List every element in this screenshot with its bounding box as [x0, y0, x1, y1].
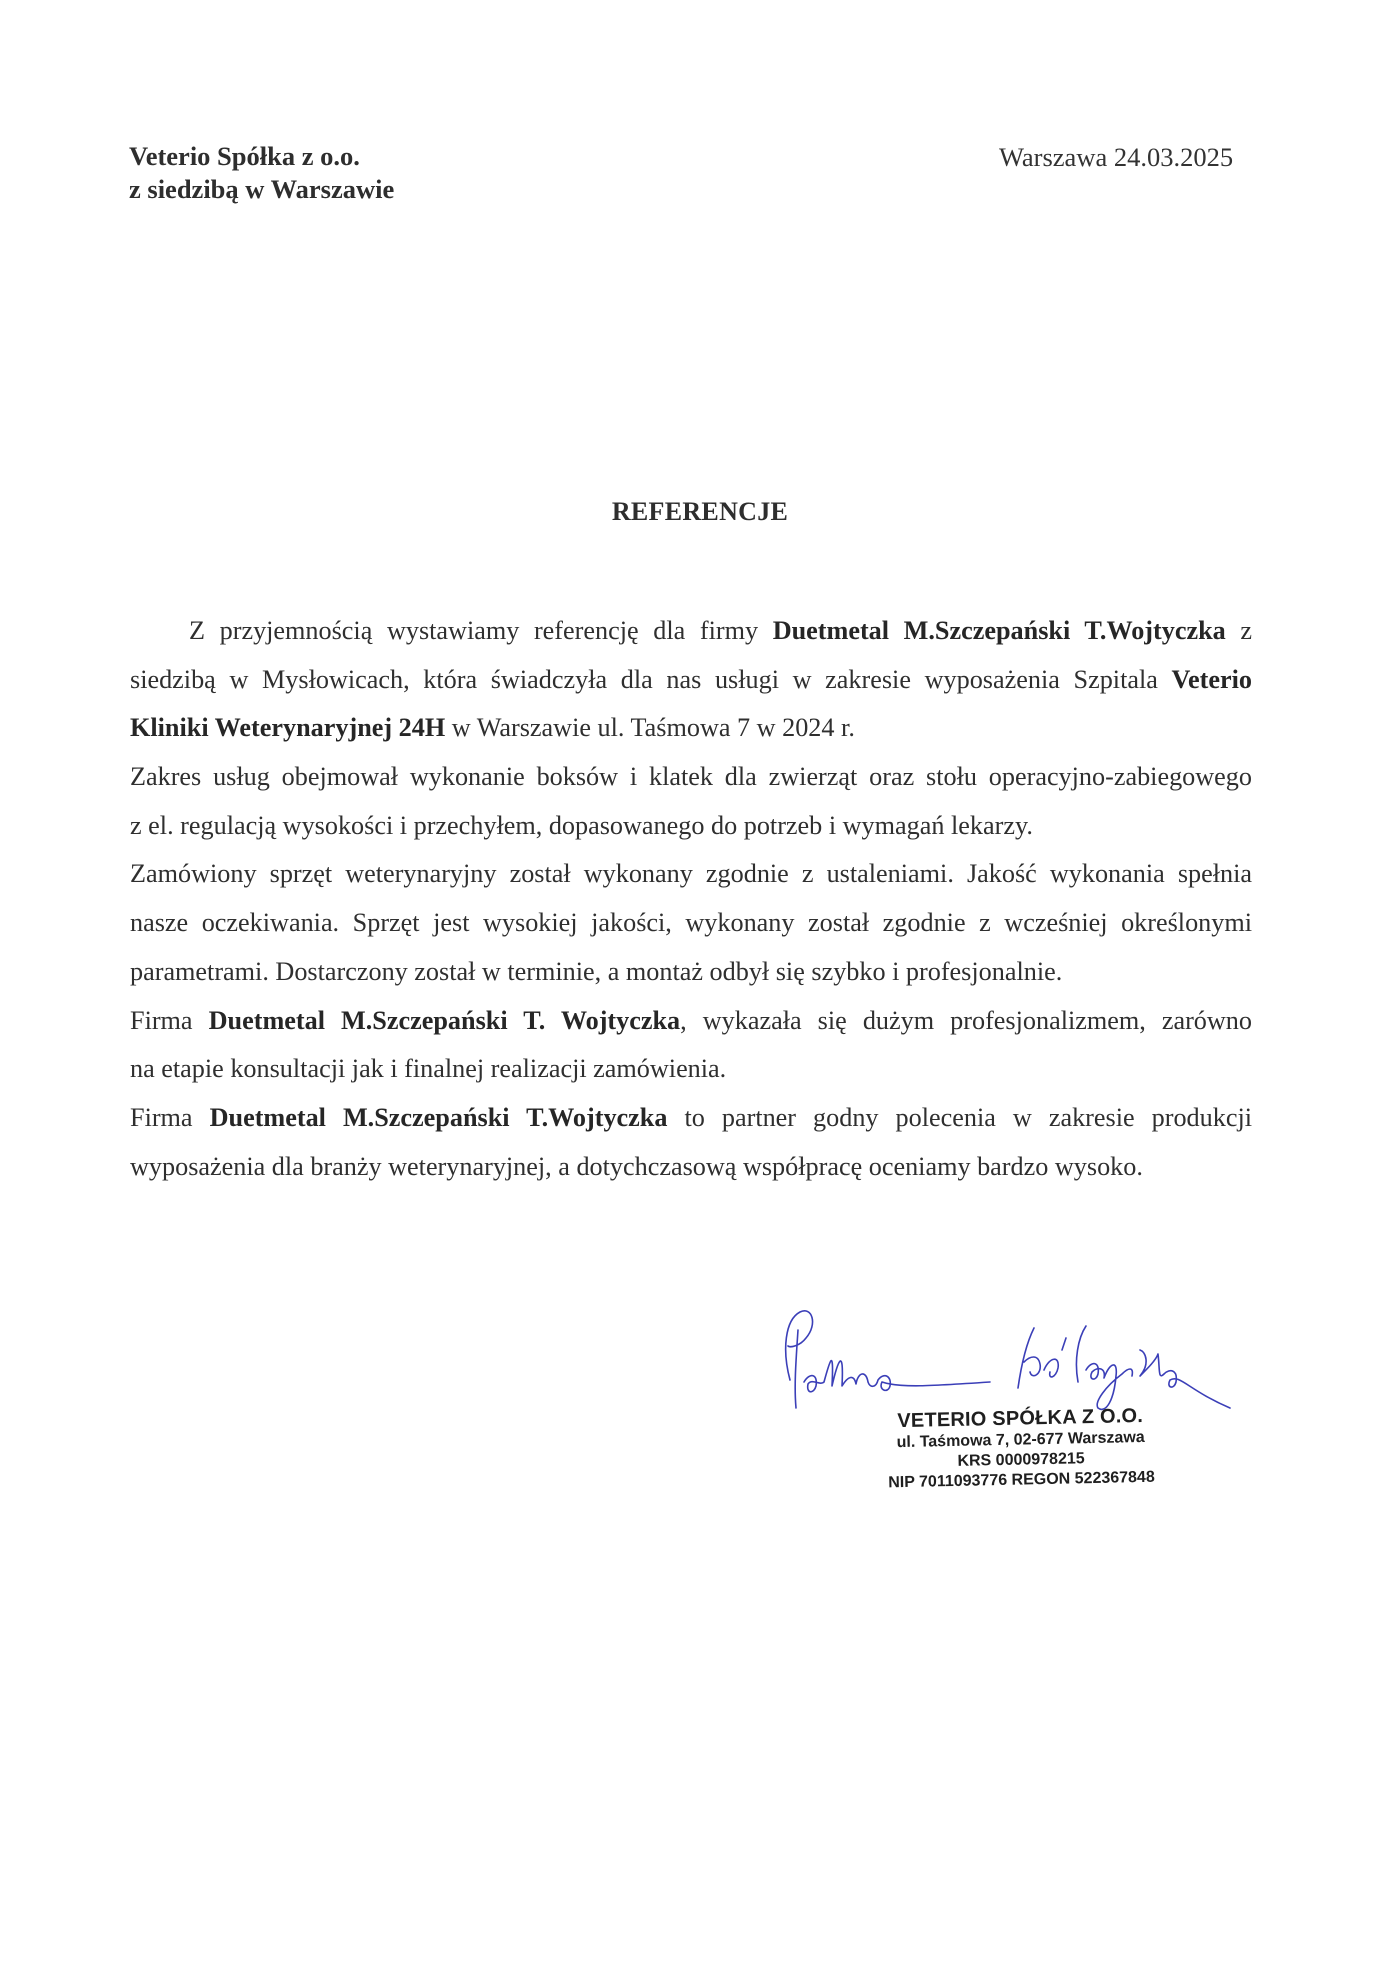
body-text: Zamówiony sprzęt weterynaryjny został wykonany zgodnie z ustaleniami. Jakość wykonania spełnia — [130, 859, 1252, 889]
body-line — [130, 1094, 1252, 1143]
stamp-nip-regon: NIP 7011093776 REGON 522367848 — [888, 1468, 1155, 1492]
body-text: z — [1225, 616, 1253, 645]
body-line — [130, 607, 1252, 656]
body-line — [130, 899, 1252, 948]
body-text: to partner godny polecenia w zakresie produkcji — [667, 1102, 1253, 1132]
stamp-company-name: VETERIO SPÓŁKA Z O.O. — [897, 1404, 1144, 1433]
sender-company-name: Veterio Spółka z o.o. — [129, 141, 360, 171]
body-text: parametrami. Dostarczony został w terminie, a montaż odbył się szybko i profesjonalnie. — [130, 956, 1063, 986]
body-line — [130, 997, 1252, 1046]
body-text: Z przyjemnością wystawiamy referencję dla firmy — [189, 616, 773, 645]
company-name-emphasis: Duetmetal M.Szczepański T.Wojtyczka — [209, 1102, 668, 1132]
body-text: wyposażenia dla branży weterynaryjnej, a dotychczasową współpracę oceniamy bardzo wysoko. — [130, 1151, 1143, 1181]
body-line — [130, 704, 1252, 753]
letter-body — [130, 607, 1252, 1191]
body-text: w Warszawie ul. Taśmowa 7 w 2024 r. — [445, 713, 855, 743]
body-line — [130, 850, 1252, 899]
place-and-date: Warszawa 24.03.2025 — [999, 142, 1234, 172]
body-line — [130, 656, 1252, 705]
body-text: Zakres usług obejmował wykonanie boksów i klatek dla zwierząt oraz stołu operacyjno-zabiegowego — [130, 762, 1252, 792]
body-line — [130, 802, 1252, 851]
company-name-emphasis: Veterio — [1171, 664, 1252, 694]
document-title: REFERENCJE — [611, 497, 789, 526]
company-name-emphasis: Duetmetal M.Szczepański T. Wojtyczka — [208, 1005, 681, 1035]
body-text: nasze oczekiwania. Sprzęt jest wysokiej jakości, wykonany został zgodnie z wcześniej określonymi — [130, 908, 1252, 938]
body-line — [130, 753, 1252, 802]
body-text: z el. regulacją wysokości i przechyłem, dopasowanego do potrzeb i wymagań lekarzy. — [130, 810, 1033, 840]
stamp-krs: KRS 0000978215 — [957, 1450, 1085, 1470]
company-name-emphasis: Duetmetal M.Szczepański T.Wojtyczka — [772, 616, 1226, 645]
body-text: na etapie konsultacji jak i finalnej realizacji zamówienia. — [130, 1054, 727, 1084]
company-name-emphasis: Kliniki Weterynaryjnej 24H — [130, 713, 446, 743]
body-text: siedzibą w Mysłowicach, która świadczyła dla nas usługi w zakresie wyposażenia Szpitala — [130, 664, 1172, 694]
body-text: Firma — [130, 1102, 210, 1132]
body-line — [130, 1143, 1252, 1192]
sender-block — [129, 140, 394, 206]
company-stamp — [855, 1403, 1187, 1494]
signature-first-signer-icon — [786, 1311, 990, 1408]
body-line — [130, 948, 1252, 997]
sender-seat: z siedzibą w Warszawie — [129, 174, 395, 204]
body-text: , wykazała się dużym profesjonalizmem, zarówno — [680, 1005, 1252, 1035]
body-line — [130, 1045, 1252, 1094]
stamp-address: ul. Taśmowa 7, 02-677 Warszawa — [896, 1428, 1145, 1452]
signature-second-signer-icon — [1018, 1326, 1230, 1409]
body-text: Firma — [130, 1005, 209, 1035]
